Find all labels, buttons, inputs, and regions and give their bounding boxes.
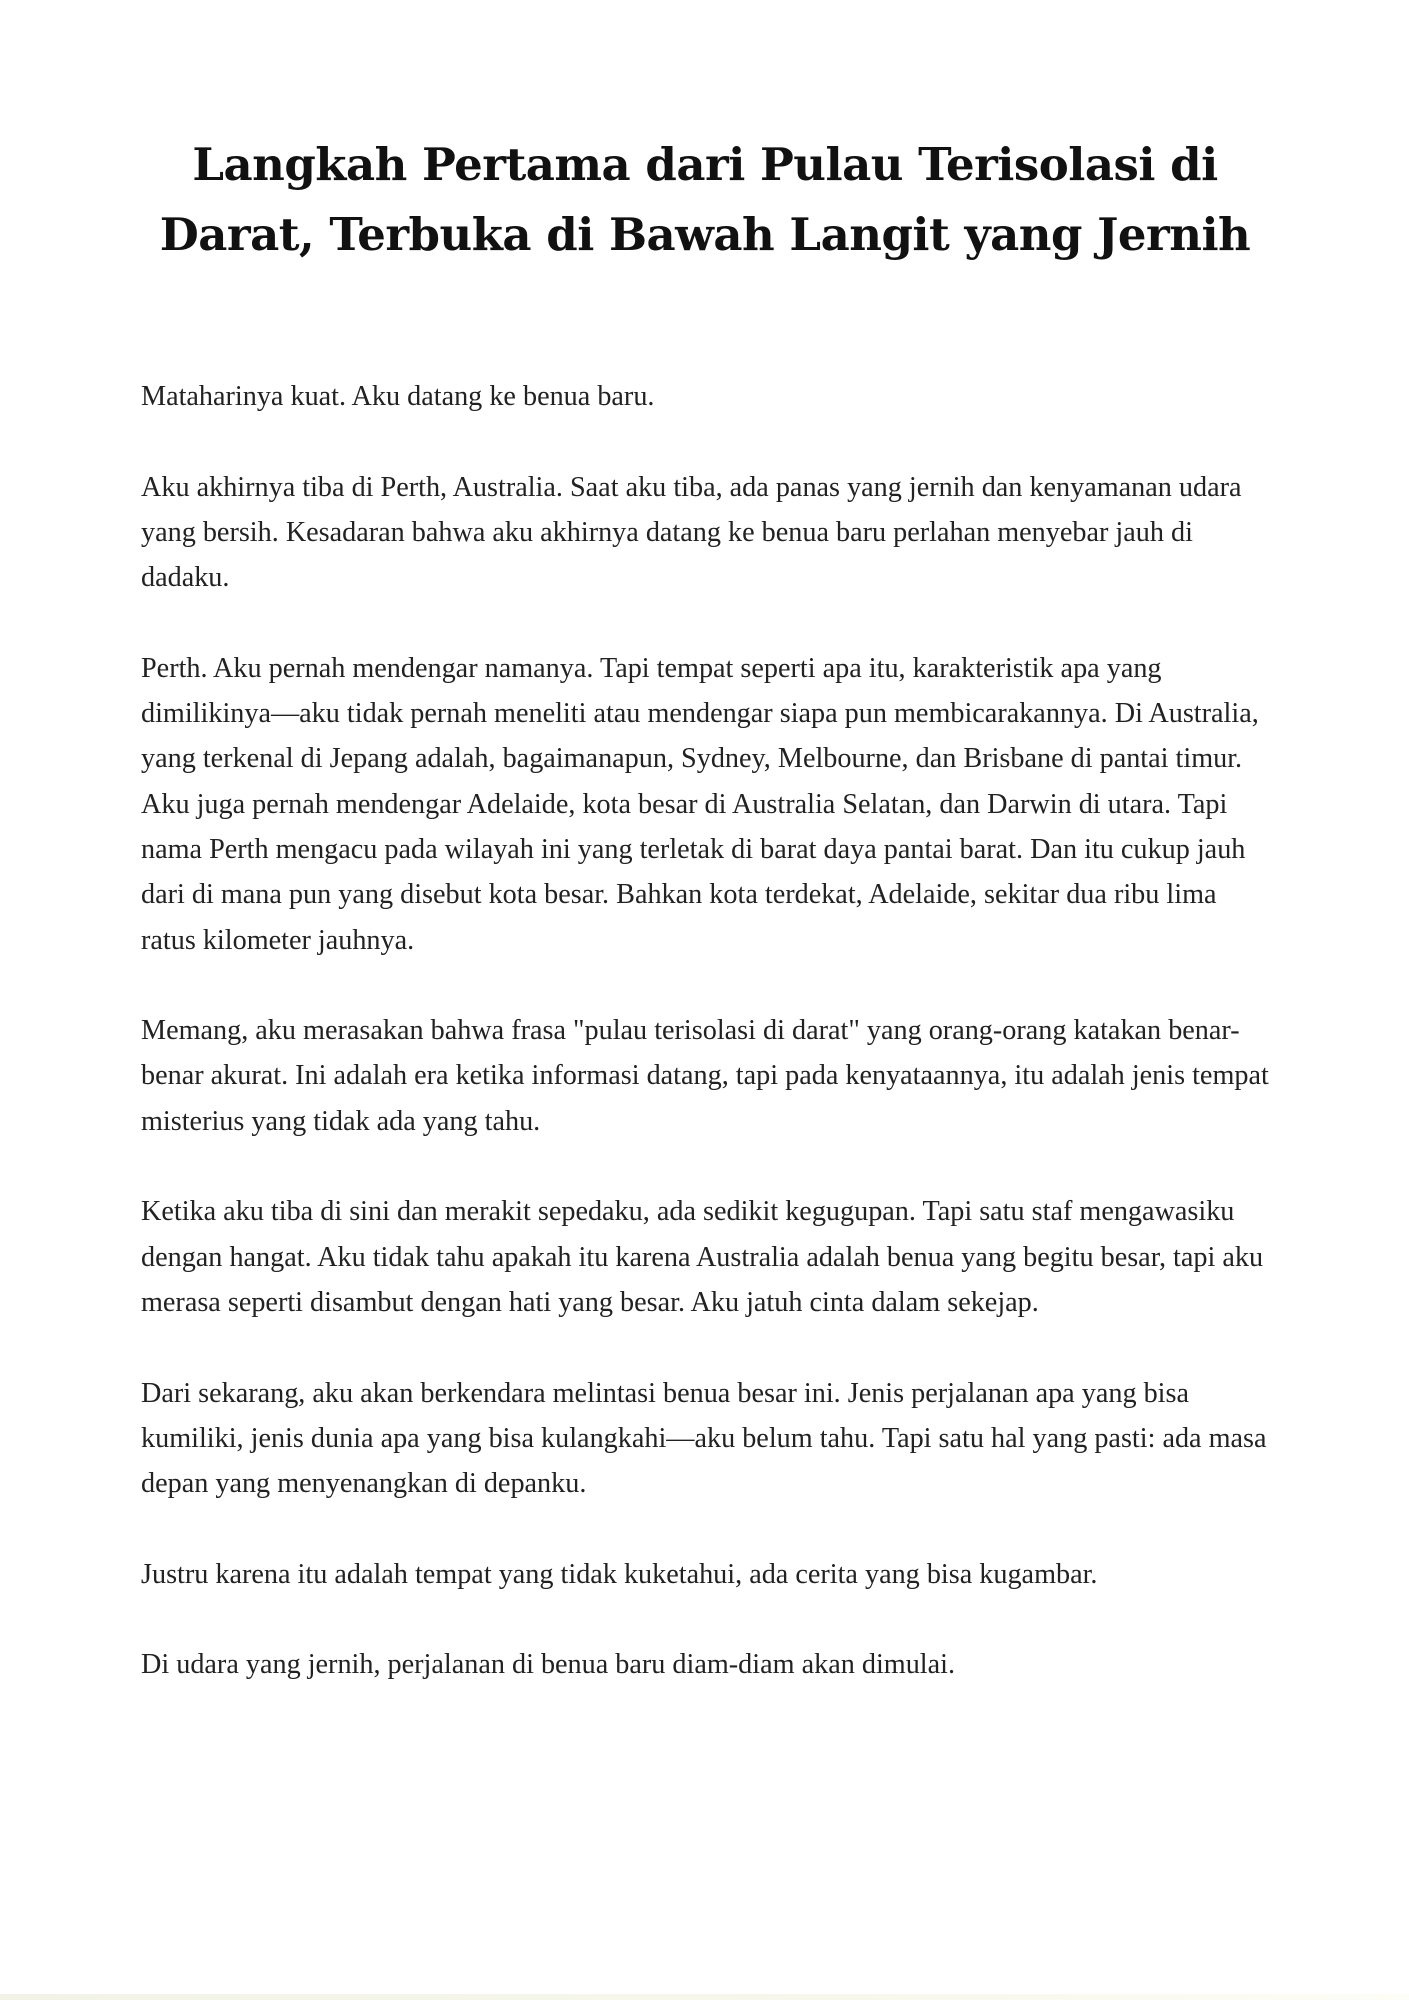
paragraph: Justru karena itu adalah tempat yang tidak kuketahui, ada cerita yang bisa kugambar. xyxy=(141,1558,1098,1590)
paragraph: Mataharinya kuat. Aku datang ke benua baru. xyxy=(141,381,655,412)
paragraph: Dari sekarang, aku akan berkendara melintasi benua besar ini. Jenis perjalanan apa yang bisa kumiliki, jenis dunia apa yang bisa kulangkahi—aku belum tahu. Tapi satu hal yang pasti: ada masa depan yang menyenangkan di depanku. xyxy=(141,1377,1267,1500)
paragraph: Di udara yang jernih, perjalanan di benua baru diam-diam akan dimulai. xyxy=(141,1649,956,1681)
paragraph: Memang, aku merasakan bahwa frasa "pulau terisolasi di darat" yang orang-orang katakan benar-benar akurat. Ini adalah era ketika informasi datang, tapi pada kenyataannya, itu adalah jenis tempat misterius yang tidak ada yang tahu. xyxy=(141,1015,1269,1137)
document-body xyxy=(141,374,1271,1733)
page-bottom-edge xyxy=(0,1994,1409,2000)
document-title: Langkah Pertama dari Pulau Terisolasi di Darat, Terbuka di Bawah Langit yang Jernih xyxy=(159,138,1251,261)
paragraph: Ketika aku tiba di sini dan merakit sepedaku, ada sedikit kegugupan. Tapi satu staf mengawasiku dengan hangat. Aku tidak tahu apakah itu karena Australia adalah benua yang begitu besar, tapi aku merasa seperti disambut dengan hati yang besar. Aku jatuh cinta dalam sekejap. xyxy=(141,1196,1264,1318)
paragraph: Aku akhirnya tiba di Perth, Australia. Saat aku tiba, ada panas yang jernih dan kenyamanan udara yang bersih. Kesadaran bahwa aku akhirnya datang ke benua baru perlahan menyebar jauh di dadaku. xyxy=(141,471,1242,594)
paragraph: Perth. Aku pernah mendengar namanya. Tapi tempat seperti apa itu, karakteristik apa yang dimilikinya—aku tidak pernah meneliti atau mendengar siapa pun membicarakannya. Di Australia, yang terkenal di Jepang adalah, bagaimanapun, Sydney, Melbourne, dan Brisbane di pantai timur. Aku juga pernah mendengar Adelaide, kota besar di Australia Selatan, dan Darwin di utara. Tapi nama Perth mengacu pada wilayah ini yang terletak di barat daya pantai barat. Dan itu cukup jauh dari di mana pun yang disebut kota besar. Bahkan kota terdekat, Adelaide, sekitar dua ribu lima ratus kilometer jauhnya. xyxy=(141,652,1259,956)
